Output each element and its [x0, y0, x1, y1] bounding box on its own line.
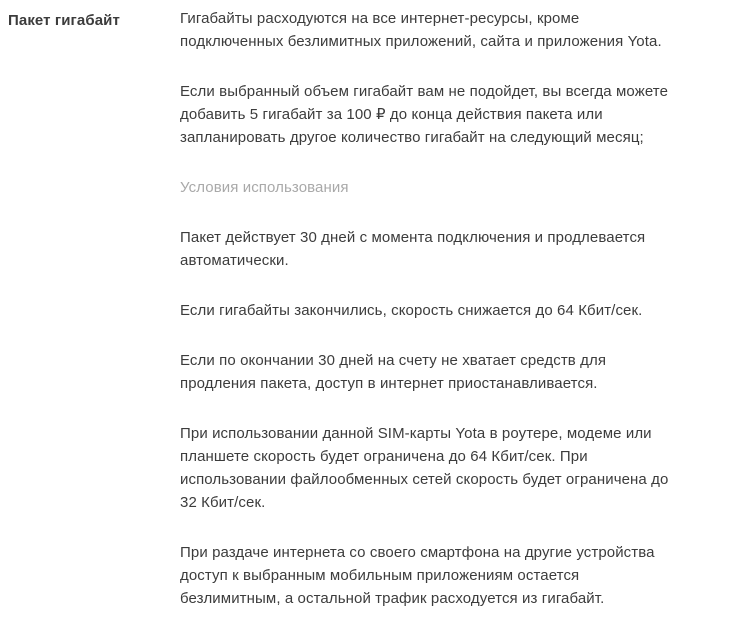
intro-paragraph-1: Гигабайты расходуются на все интернет-ресурсы, кроме подключенных безлимитных приложений, сайта и приложения Yota.: [180, 10, 662, 50]
condition-paragraph-1: Пакет действует 30 дней с момента подключения и продлевается автоматически.: [180, 229, 646, 269]
term-column: [8, 7, 180, 32]
term-title: Пакет гигабайт: [8, 12, 120, 29]
condition-paragraph-4: При использовании данной SIM-карты Yota в роутере, модеме или планшете скорость будет ограничена до 64 Кбит/сек. При использовании файлообменных сетей скорость будет ограничена до 32 Кбит/сек.: [180, 425, 669, 511]
condition-paragraph-5: При раздаче интернета со своего смартфона на другие устройства доступ к выбранным мобильным приложениям остается безлимитным, а остальной трафик расходуется из гигабайт.: [180, 544, 655, 607]
intro-paragraph-2: Если выбранный объем гигабайт вам не подойдет, вы всегда можете добавить 5 гигабайт за 100 ₽ до конца действия пакета или запланировать другое количество гигабайт на следующий месяц;: [180, 83, 669, 146]
content-column: [180, 7, 680, 637]
condition-paragraph-2: Если гигабайты закончились, скорость снижается до 64 Кбит/сек.: [180, 302, 643, 319]
condition-paragraph-3: Если по окончании 30 дней на счету не хватает средств для продления пакета, доступ в интернет приостанавливается.: [180, 352, 607, 392]
usage-terms-subheading: Условия использования: [180, 179, 349, 196]
